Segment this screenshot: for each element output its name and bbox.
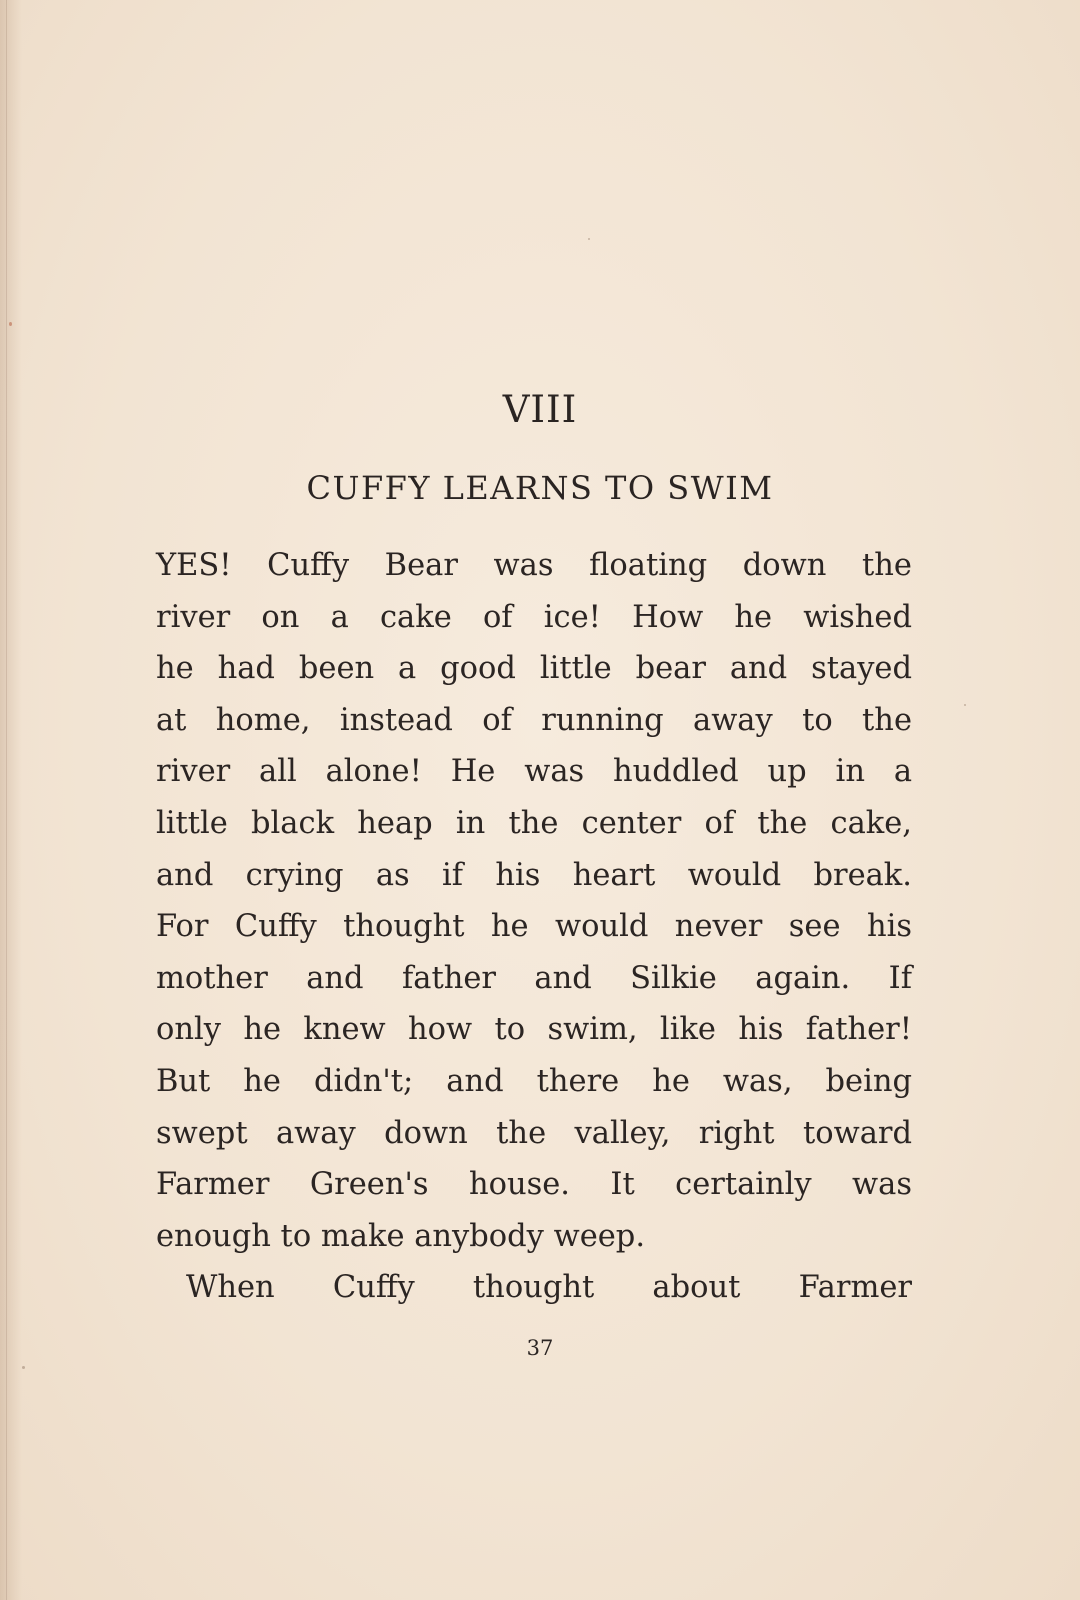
paper-speck bbox=[588, 238, 590, 240]
paper-speck bbox=[9, 322, 12, 326]
spine-shadow bbox=[0, 0, 22, 1600]
body-line: mother and father and Silkie again. If bbox=[156, 960, 912, 996]
body-line: river all alone! He was huddled up in a bbox=[156, 754, 912, 790]
body-line: only he knew how to swim, like his father! bbox=[156, 1012, 912, 1048]
body-line: Farmer Green's house. It certainly was bbox=[156, 1167, 912, 1203]
paper-speck bbox=[22, 1366, 25, 1369]
page-number: 37 bbox=[526, 1336, 554, 1360]
chapter-body bbox=[156, 540, 912, 1314]
body-line: For Cuffy thought he would never see his bbox=[156, 909, 912, 945]
body-line: enough to make anybody weep. bbox=[156, 1218, 646, 1254]
spine-edge bbox=[6, 0, 7, 1600]
body-line: and crying as if his heart would break. bbox=[156, 857, 912, 893]
chapter-title: CUFFY LEARNS TO SWIM bbox=[306, 469, 774, 507]
body-line: little black heap in the center of the cake, bbox=[156, 805, 912, 841]
chapter-number: VIII bbox=[502, 388, 578, 431]
body-line: river on a cake of ice! How he wished bbox=[156, 599, 912, 635]
body-line: he had been a good little bear and stayed bbox=[156, 651, 912, 687]
paper-speck bbox=[964, 704, 966, 706]
body-line: When Cuffy thought about Farmer bbox=[186, 1270, 912, 1306]
body-line: at home, instead of running away to the bbox=[156, 702, 912, 738]
body-line: swept away down the valley, right toward bbox=[156, 1115, 912, 1151]
body-line: YES! Cuffy Bear was floating down the bbox=[156, 548, 912, 583]
body-line: But he didn't; and there he was, being bbox=[156, 1063, 912, 1099]
